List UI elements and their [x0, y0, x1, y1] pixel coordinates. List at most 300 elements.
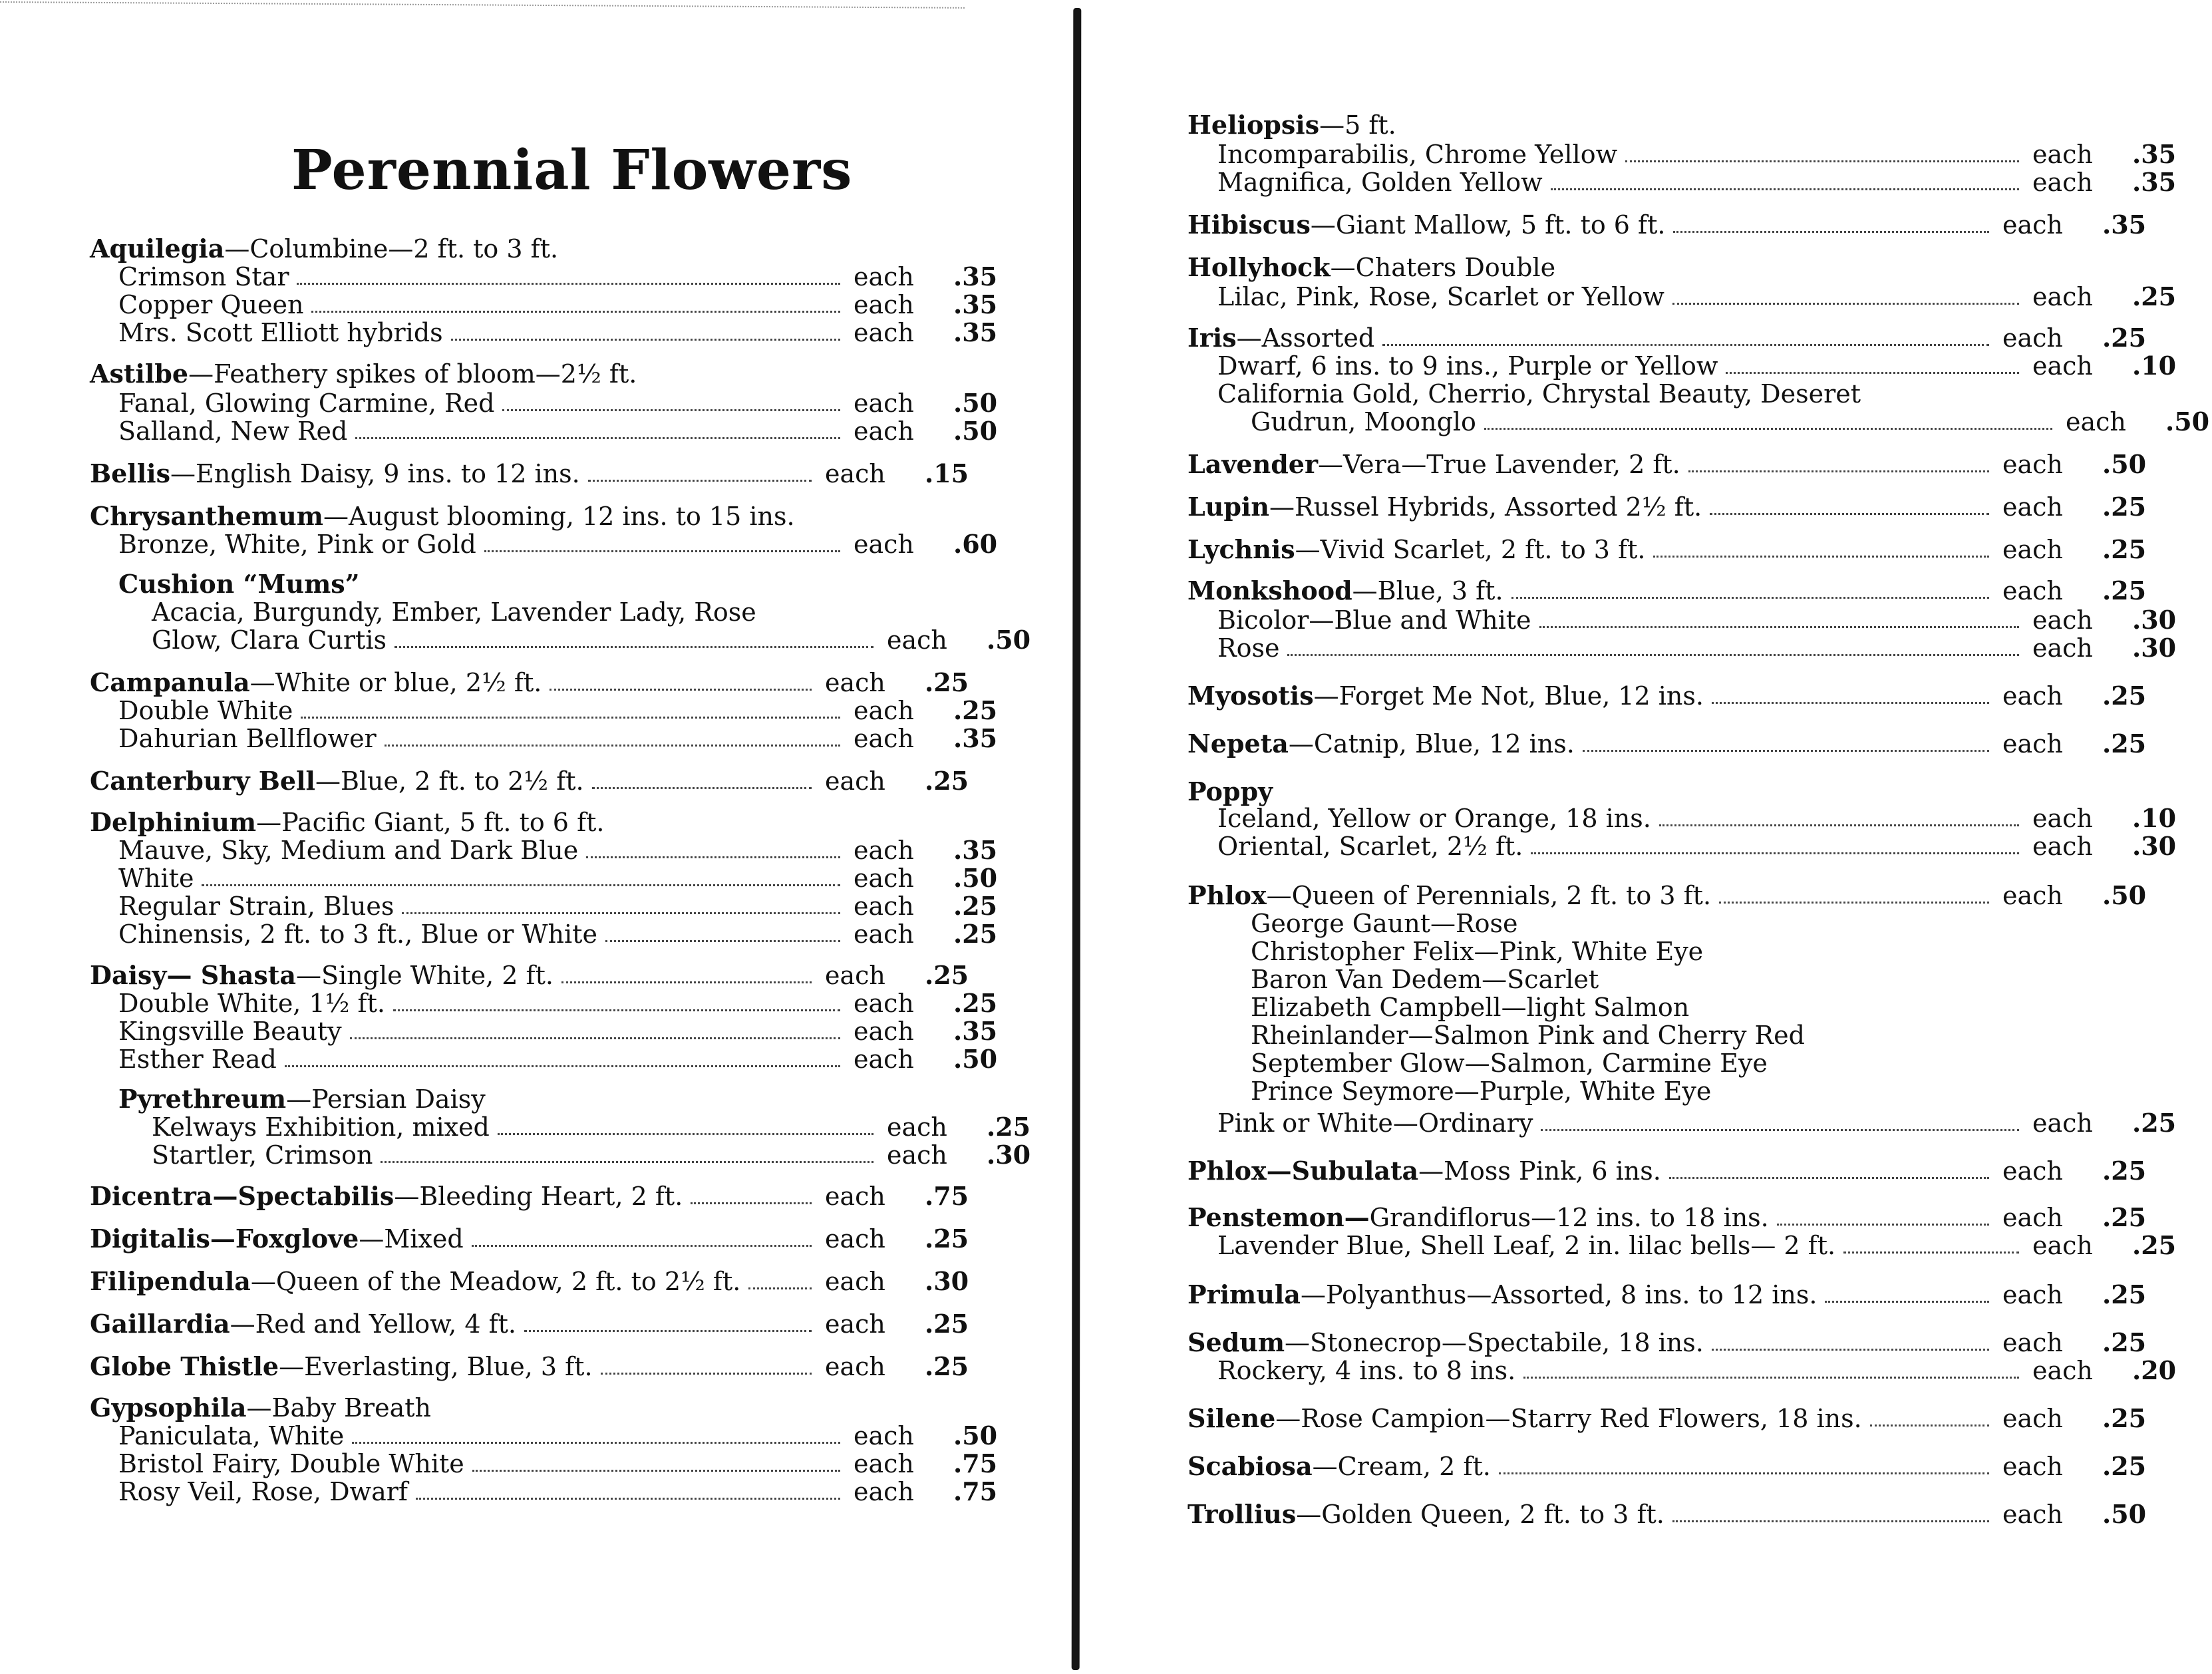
price: .50 — [953, 863, 998, 893]
price: .25 — [2102, 1202, 2147, 1232]
entry-text — [1187, 253, 1555, 282]
entry-text — [118, 989, 385, 1018]
plant-entry — [1187, 729, 2147, 758]
entry-text — [1251, 407, 1476, 436]
plant-entry — [90, 1309, 969, 1339]
price: .25 — [925, 766, 969, 796]
plant-name: Silene — [1187, 1403, 1276, 1433]
entry-text — [90, 808, 604, 837]
unit-label: each — [2002, 210, 2063, 240]
dot-leader — [202, 884, 840, 886]
unit-label: each — [887, 625, 947, 655]
entry-text — [90, 961, 553, 990]
unit-label: each — [854, 836, 914, 865]
entry-description: —Polyanthus—Assorted, 8 ins. to 12 ins. — [1300, 1280, 1817, 1309]
price: .25 — [2102, 576, 2147, 605]
entry-text — [1251, 909, 1518, 938]
dot-leader — [301, 717, 840, 719]
entry-description: California Gold, Cherrio, Chrystal Beauty, Deseret — [1217, 379, 1861, 409]
entry-description: Kingsville Beauty — [118, 1017, 342, 1046]
plant-name: Lavender — [1187, 449, 1318, 479]
price: .25 — [2132, 1108, 2177, 1138]
plant-entry — [1187, 1156, 2147, 1186]
unit-label: each — [854, 262, 914, 291]
entry-text — [1187, 881, 1711, 910]
variety-entry — [118, 1044, 998, 1074]
price: .25 — [925, 667, 969, 697]
variety-entry — [152, 1140, 1031, 1170]
price: .35 — [953, 289, 998, 319]
entry-text — [118, 417, 347, 446]
entry-text — [118, 290, 303, 319]
entry-text — [1187, 1203, 1769, 1232]
dot-leader — [1710, 513, 1989, 515]
entry-text — [118, 920, 597, 949]
dot-leader — [1669, 1177, 1989, 1179]
entry-text — [1251, 1077, 1711, 1106]
entry-description: Dwarf, 6 ins. to 9 ins., Purple or Yellow — [1217, 351, 1718, 381]
price: .30 — [2132, 633, 2177, 663]
entry-text — [90, 1267, 740, 1296]
dot-leader — [1523, 1377, 2019, 1379]
entry-description: Glow, Clara Curtis — [152, 625, 387, 655]
entry-description: —English Daisy, 9 ins. to 12 ins. — [170, 459, 580, 488]
entry-description: Crimson Star — [118, 262, 289, 291]
plant-entry — [1187, 1499, 2147, 1529]
entry-text — [118, 1017, 342, 1046]
plant-entry — [90, 458, 969, 488]
entry-text — [118, 570, 360, 599]
dot-leader — [1688, 470, 1989, 472]
dot-leader — [1531, 852, 2019, 854]
entry-text — [118, 530, 476, 559]
entry-text — [152, 1112, 490, 1142]
price: .25 — [953, 891, 998, 921]
variety-entry — [118, 261, 998, 291]
entry-description: Bicolor—Blue and White — [1217, 605, 1531, 635]
price: .75 — [953, 1448, 998, 1478]
variety-entry — [1217, 633, 2177, 663]
entry-text — [90, 1309, 516, 1339]
entry-description: Paniculata, White — [118, 1421, 345, 1450]
price: .25 — [2102, 729, 2147, 758]
price: .25 — [925, 1309, 969, 1339]
dot-leader — [1484, 428, 2052, 430]
unit-label: each — [854, 389, 914, 418]
price: .25 — [2102, 1156, 2147, 1186]
entry-text — [90, 1352, 593, 1381]
dot-leader — [1659, 824, 2019, 826]
left-page — [0, 0, 1064, 1674]
price: .25 — [2102, 1403, 2147, 1433]
entry-text — [152, 597, 756, 627]
plant-name: Cushion “Mums” — [118, 569, 360, 599]
plant-entry — [1187, 534, 2147, 564]
plant-name: Dicentra—Spectabilis — [90, 1181, 395, 1211]
plant-name: Daisy— Shasta — [90, 960, 296, 990]
unit-label: each — [887, 1140, 947, 1170]
plant-entry — [90, 960, 969, 990]
unit-label: each — [2032, 1231, 2093, 1260]
entry-text — [90, 1224, 464, 1254]
variety-entry — [1217, 351, 2177, 381]
entry-description: —Bleeding Heart, 2 ft. — [394, 1182, 683, 1211]
dot-leader — [381, 1161, 873, 1163]
variety-entry — [118, 863, 998, 893]
variety-entry — [118, 695, 998, 725]
plant-name: Heliopsis — [1187, 110, 1320, 140]
entry-description: Pink or White—Ordinary — [1217, 1108, 1533, 1138]
dot-leader — [524, 1330, 812, 1332]
price: .50 — [953, 1421, 998, 1450]
price: .25 — [2102, 1451, 2147, 1481]
entry-text — [118, 1449, 464, 1478]
dot-leader — [1672, 303, 2019, 305]
entry-description: —Red and Yellow, 4 ft. — [230, 1309, 516, 1339]
variety-entry — [1217, 1230, 2177, 1260]
entry-description: Dahurian Bellflower — [118, 724, 377, 753]
entry-text — [1187, 1328, 1704, 1357]
entry-text — [1251, 965, 1599, 994]
plant-name: Pyrethreum — [118, 1084, 287, 1114]
price: .35 — [953, 317, 998, 347]
price: .25 — [2102, 534, 2147, 564]
plant-name: Myosotis — [1187, 681, 1314, 711]
entry-description: Salland, New Red — [118, 417, 348, 446]
entry-text — [1217, 633, 1279, 663]
plant-name: Penstemon— — [1187, 1202, 1370, 1232]
unit-label: each — [854, 290, 914, 319]
dot-leader — [1673, 231, 1989, 233]
entry-description: —Blue, 2 ft. to 2½ ft. — [315, 766, 584, 796]
dot-leader — [350, 1037, 840, 1039]
entry-text — [118, 724, 377, 753]
dot-leader — [472, 1470, 840, 1472]
plant-name: Phlox—Subulata — [1187, 1156, 1419, 1186]
dot-leader — [355, 437, 840, 439]
plant-name: Nepeta — [1187, 729, 1289, 758]
dot-leader — [586, 856, 840, 858]
price: .25 — [953, 919, 998, 949]
unit-label: each — [887, 1112, 947, 1142]
variety-entry — [1251, 909, 1518, 938]
entry-text — [1187, 1500, 1664, 1529]
variety-entry — [118, 1016, 998, 1046]
unit-label: each — [854, 724, 914, 753]
plant-entry — [90, 667, 969, 697]
unit-label: each — [825, 1309, 885, 1339]
price: .50 — [2102, 449, 2147, 479]
unit-label: each — [2002, 535, 2063, 564]
dot-leader — [1712, 1349, 1989, 1351]
price: .35 — [2132, 167, 2177, 197]
price: .30 — [2132, 831, 2177, 861]
entry-description: Gudrun, Moonglo — [1251, 407, 1476, 436]
plant-name: Hollyhock — [1187, 252, 1331, 282]
price: .25 — [925, 1351, 969, 1381]
unit-label: each — [854, 864, 914, 893]
plant-name: Globe Thistle — [90, 1351, 279, 1381]
dot-leader — [297, 283, 840, 285]
entry-text — [1251, 1049, 1768, 1078]
entry-text — [118, 696, 293, 725]
plant-entry — [1187, 777, 1273, 806]
entry-text — [1251, 1021, 1805, 1050]
entry-text — [118, 864, 194, 893]
variety-entry — [1217, 803, 2177, 833]
entry-text — [1217, 1231, 1835, 1260]
entry-description: —Catnip, Blue, 12 ins. — [1288, 729, 1575, 758]
price: .75 — [953, 1476, 998, 1506]
price: .35 — [2132, 139, 2177, 169]
unit-label: each — [854, 1017, 914, 1046]
entry-description: —Feathery spikes of bloom—2½ ft. — [188, 359, 637, 389]
plant-entry — [90, 234, 558, 263]
unit-label: each — [2002, 323, 2063, 353]
entry-text — [118, 1085, 486, 1114]
variety-entry — [1217, 281, 2177, 311]
variety-entry — [1251, 407, 2210, 436]
plant-entry — [90, 1266, 969, 1296]
right-page — [1098, 0, 2210, 1674]
entry-text — [90, 359, 637, 389]
dot-leader — [592, 787, 812, 789]
entry-description: —Moss Pink, 6 ins. — [1418, 1156, 1661, 1186]
unit-label: each — [2032, 1356, 2093, 1385]
entry-text — [90, 1182, 683, 1211]
variety-entry — [118, 570, 360, 599]
unit-label: each — [825, 668, 885, 697]
entry-text — [1217, 605, 1531, 635]
unit-label: each — [2002, 729, 2063, 758]
plant-entry — [1187, 110, 1396, 140]
variety-entry — [118, 1085, 486, 1114]
variety-entry — [1251, 937, 1703, 966]
dot-leader — [1511, 597, 1989, 599]
plant-name: Phlox — [1187, 880, 1267, 910]
plant-name: Aquilegia — [90, 234, 225, 263]
entry-description: —White or blue, 2½ ft. — [249, 668, 542, 697]
dot-leader — [1539, 626, 2019, 628]
entry-text — [1187, 1156, 1661, 1186]
entry-text — [118, 389, 494, 418]
price: .25 — [987, 1112, 1031, 1142]
entry-description: Double White — [118, 696, 293, 725]
entry-text — [1217, 168, 1543, 197]
plant-entry — [1187, 880, 2147, 910]
dot-leader — [1551, 188, 2019, 190]
unit-label: each — [854, 892, 914, 921]
dot-leader — [1843, 1252, 2019, 1254]
dot-leader — [1719, 902, 1989, 904]
entry-description: Copper Queen — [118, 290, 304, 319]
entry-description: —Blue, 3 ft. — [1352, 576, 1503, 605]
entry-description: Double White, 1½ ft. — [118, 989, 385, 1018]
variety-entry — [152, 625, 1031, 655]
unit-label: each — [854, 318, 914, 347]
entry-text — [1187, 1452, 1491, 1481]
entry-description: Lavender Blue, Shell Leaf, 2 in. lilac bells— 2 ft. — [1217, 1231, 1836, 1260]
variety-entry — [152, 597, 756, 627]
variety-entry — [1217, 1355, 2177, 1385]
unit-label: each — [825, 1267, 885, 1296]
price: .15 — [925, 458, 969, 488]
unit-label: each — [854, 920, 914, 949]
price: .50 — [953, 416, 998, 446]
entry-text — [1187, 1280, 1817, 1309]
price: .50 — [2102, 1499, 2147, 1529]
variety-entry — [118, 723, 998, 753]
plant-name: Trollius — [1187, 1499, 1297, 1529]
price: .10 — [2132, 351, 2177, 381]
unit-label: each — [2032, 168, 2093, 197]
plant-entry — [1187, 253, 1555, 282]
variety-entry — [118, 416, 998, 446]
variety-entry — [118, 289, 998, 319]
variety-entry — [118, 1421, 998, 1450]
dot-leader — [561, 981, 812, 983]
unit-label: each — [854, 696, 914, 725]
entry-description: —Assorted — [1236, 323, 1375, 353]
entry-text — [1187, 210, 1665, 240]
entry-description: Bronze, White, Pink or Gold — [118, 530, 476, 559]
unit-label: each — [2002, 1452, 2063, 1481]
unit-label: each — [2002, 1203, 2063, 1232]
plant-entry — [90, 1393, 431, 1423]
dot-leader — [1499, 1472, 1989, 1474]
price: .50 — [2102, 880, 2147, 910]
entry-text — [1187, 777, 1273, 806]
unit-label: each — [2002, 881, 2063, 910]
entry-description: Lilac, Pink, Rose, Scarlet or Yellow — [1217, 282, 1664, 311]
dot-leader — [402, 912, 840, 914]
price: .30 — [2132, 605, 2177, 635]
entry-description: —Forget Me Not, Blue, 12 ins. — [1313, 681, 1704, 711]
entry-text — [118, 892, 394, 921]
unit-label: each — [854, 530, 914, 559]
entry-description: —Vera—True Lavender, 2 ft. — [1318, 450, 1680, 479]
entry-text — [90, 766, 584, 796]
dot-leader — [502, 409, 840, 411]
variety-entry — [1251, 1049, 1768, 1078]
dot-leader — [393, 1009, 840, 1011]
unit-label: each — [2002, 681, 2063, 711]
entry-description: —Chaters Double — [1330, 253, 1556, 282]
variety-entry — [1217, 1108, 2177, 1138]
plant-name: Lychnis — [1187, 534, 1295, 564]
price: .20 — [2132, 1355, 2177, 1385]
price: .30 — [987, 1140, 1031, 1170]
unit-label: each — [2002, 576, 2063, 605]
plant-name: Iris — [1187, 323, 1237, 353]
plant-entry — [1187, 576, 2147, 605]
entry-text — [1217, 832, 1523, 861]
variety-entry — [1251, 965, 1599, 994]
plant-entry — [1187, 1279, 2147, 1309]
unit-label: each — [2032, 282, 2093, 311]
entry-description: Startler, Crimson — [152, 1140, 373, 1170]
page-gutter-divider — [1072, 8, 1082, 1670]
plant-entry — [90, 502, 795, 531]
entry-description: George Gaunt—Rose — [1251, 909, 1518, 938]
entry-description: —Everlasting, Blue, 3 ft. — [279, 1352, 593, 1381]
entry-text — [90, 668, 542, 697]
price: .25 — [2132, 281, 2177, 311]
unit-label: each — [2002, 1156, 2063, 1186]
plant-entry — [1187, 681, 2147, 711]
plant-name: Delphinium — [90, 807, 257, 837]
dot-leader — [1870, 1424, 1989, 1426]
plant-entry — [1187, 210, 2147, 240]
price: .50 — [953, 388, 998, 418]
entry-text — [118, 1045, 277, 1074]
entry-description: Fanal, Glowing Carmine, Red — [118, 389, 495, 418]
entry-description: —Vivid Scarlet, 2 ft. to 3 ft. — [1295, 535, 1646, 564]
dot-leader — [1583, 750, 1989, 752]
entry-text — [152, 625, 387, 655]
variety-entry — [118, 388, 998, 418]
plant-entry — [1187, 449, 2147, 479]
entry-text — [1217, 282, 1664, 311]
variety-entry — [118, 919, 998, 949]
unit-label: each — [2032, 804, 2093, 833]
plant-entry — [1187, 492, 2147, 522]
entry-description: Regular Strain, Blues — [118, 892, 395, 921]
entry-description: —Russel Hybrids, Assorted 2½ ft. — [1269, 492, 1702, 522]
entry-text — [90, 1393, 431, 1423]
unit-label: each — [825, 1352, 885, 1381]
entry-description: Mauve, Sky, Medium and Dark Blue — [118, 836, 579, 865]
plant-name: Chrysanthemum — [90, 501, 324, 531]
variety-entry — [152, 1112, 1031, 1142]
entry-text — [1251, 993, 1689, 1022]
entry-description: Baron Van Dedem—Scarlet — [1251, 965, 1599, 994]
entry-description: White — [118, 864, 194, 893]
dot-leader — [1541, 1129, 2019, 1131]
price: .35 — [953, 1016, 998, 1046]
variety-entry — [118, 1476, 998, 1506]
entry-description: —Persian Daisy — [286, 1085, 486, 1114]
plant-name: Gaillardia — [90, 1309, 230, 1339]
variety-entry — [1217, 167, 2177, 197]
entry-text — [152, 1140, 373, 1170]
unit-label: each — [854, 1477, 914, 1506]
entry-text — [1187, 323, 1374, 353]
entry-text — [118, 836, 578, 865]
price: .25 — [953, 988, 998, 1018]
unit-label: each — [854, 417, 914, 446]
plant-entry — [1187, 1202, 2147, 1232]
plant-name: Poppy — [1187, 776, 1273, 806]
variety-entry — [1217, 379, 1861, 409]
dot-leader — [385, 745, 840, 747]
entry-text — [1217, 351, 1718, 381]
price: .50 — [987, 625, 1031, 655]
dot-leader — [311, 311, 840, 313]
entry-text — [1217, 140, 1617, 169]
price: .10 — [2132, 803, 2177, 833]
entry-description: —Cream, 2 ft. — [1312, 1452, 1491, 1481]
unit-label: each — [854, 1421, 914, 1450]
plant-entry — [1187, 1327, 2147, 1357]
entry-description: Christopher Felix—Pink, White Eye — [1251, 937, 1704, 966]
plant-name: Bellis — [90, 458, 170, 488]
unit-label: each — [2032, 633, 2093, 663]
variety-entry — [1217, 139, 2177, 169]
entry-text — [1217, 804, 1651, 833]
plant-entry — [90, 1351, 969, 1381]
entry-text — [1217, 1356, 1515, 1385]
